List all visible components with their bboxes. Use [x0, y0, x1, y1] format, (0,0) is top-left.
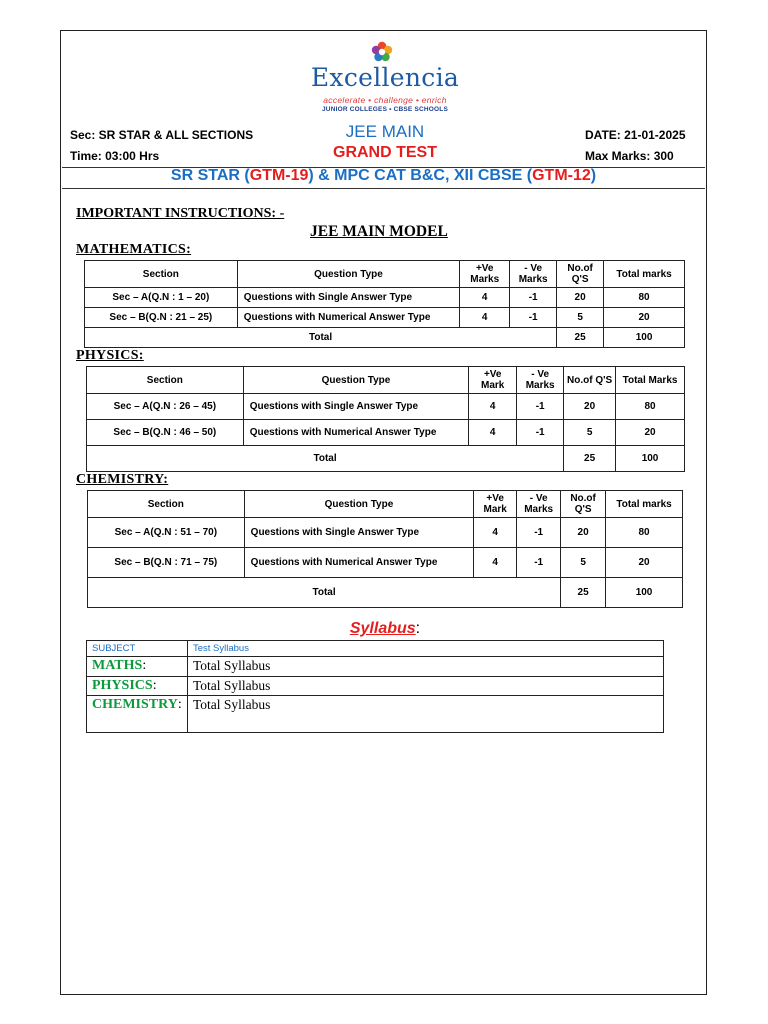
header-cell: Section — [85, 261, 238, 288]
table-cell: Questions with Single Answer Type — [243, 394, 469, 420]
section-label: Sec: SR STAR & ALL SECTIONS — [70, 128, 254, 142]
table-cell: Questions with Numerical Answer Type — [244, 548, 474, 578]
table-cell: -1 — [517, 548, 561, 578]
total-label: Total — [88, 578, 561, 608]
table-cell: 4 — [469, 394, 517, 420]
header-cell: +Ve Marks — [460, 261, 510, 288]
table-row — [87, 420, 685, 446]
table-total-row — [88, 578, 683, 608]
table-cell: 20 — [564, 394, 616, 420]
header-cell: Question Type — [243, 367, 469, 394]
table-cell: 20 — [616, 420, 685, 446]
table-cell: 4 — [474, 518, 517, 548]
chemistry-marks-table — [87, 490, 683, 608]
model-heading: JEE MAIN MODEL — [310, 223, 448, 240]
table-cell: 4 — [460, 308, 510, 328]
table-cell: 5 — [557, 308, 604, 328]
table-row — [85, 288, 685, 308]
header-cell: +Ve Mark — [474, 491, 517, 518]
table-cell: 5 — [561, 548, 606, 578]
table-cell: Sec – B(Q.N : 46 – 50) — [87, 420, 244, 446]
syllabus-table — [86, 640, 664, 733]
syllabus-column-header: Test Syllabus — [187, 641, 663, 657]
table-header-row — [87, 367, 685, 394]
header-cell: Section — [88, 491, 245, 518]
max-marks-label: Max Marks: 300 — [585, 149, 674, 163]
excellencia-logo — [300, 40, 470, 118]
table-cell: -1 — [510, 288, 557, 308]
table-row — [88, 518, 683, 548]
logo-tagline: accelerate • challenge • enrich — [323, 95, 447, 105]
syllabus-cell: Total Syllabus — [187, 677, 663, 696]
instructions-heading: IMPORTANT INSTRUCTIONS: - — [76, 206, 285, 221]
table-cell: 4 — [469, 420, 517, 446]
header-cell: Total Marks — [616, 367, 685, 394]
table-cell: Questions with Single Answer Type — [237, 288, 460, 308]
table-cell: -1 — [517, 420, 564, 446]
date-label: DATE: 21-01-2025 — [585, 128, 686, 142]
table-cell: 80 — [616, 394, 685, 420]
table-cell: 80 — [604, 288, 685, 308]
batch-banner: SR STAR (GTM-19) & MPC CAT B&C, XII CBSE (GTM-12) — [170, 167, 597, 184]
table-cell: 4 — [474, 548, 517, 578]
total-marks: 100 — [606, 578, 683, 608]
header-cell: - Ve Marks — [517, 367, 564, 394]
table-header-row — [85, 261, 685, 288]
table-header-row — [88, 491, 683, 518]
total-questions: 25 — [564, 446, 616, 472]
table-cell: Questions with Numerical Answer Type — [243, 420, 469, 446]
header-cell: Question Type — [244, 491, 474, 518]
maths-heading: MATHEMATICS: — [76, 242, 192, 257]
header-cell: Total marks — [604, 261, 685, 288]
syllabus-row — [87, 696, 664, 733]
table-cell: Questions with Single Answer Type — [244, 518, 474, 548]
time-label: Time: 03:00 Hrs — [70, 149, 160, 163]
header-divider-bottom — [62, 188, 705, 189]
syllabus-row — [87, 657, 664, 677]
syllabus-cell: Total Syllabus — [187, 696, 663, 733]
logo-subline: JUNIOR COLLEGES • CBSE SCHOOLS — [321, 106, 448, 113]
table-cell: 5 — [564, 420, 616, 446]
subject-cell: MATHS: — [87, 657, 188, 677]
table-total-row — [87, 446, 685, 472]
table-cell: Sec – B(Q.N : 71 – 75) — [88, 548, 245, 578]
header-cell: Total marks — [606, 491, 683, 518]
physics-marks-table — [86, 366, 685, 472]
syllabus-row — [87, 677, 664, 696]
logo-wordmark: Excellencia — [310, 63, 460, 92]
header-cell: Section — [87, 367, 244, 394]
total-questions: 25 — [561, 578, 606, 608]
table-cell: Sec – A(Q.N : 51 – 70) — [88, 518, 245, 548]
maths-marks-table — [84, 260, 685, 348]
total-label: Total — [85, 328, 557, 348]
syllabus-header-row — [87, 641, 664, 657]
table-total-row — [85, 328, 685, 348]
table-cell: 20 — [604, 308, 685, 328]
table-cell: Questions with Numerical Answer Type — [237, 308, 460, 328]
table-cell: 20 — [561, 518, 606, 548]
total-label: Total — [87, 446, 564, 472]
table-cell: -1 — [510, 308, 557, 328]
header-cell: - Ve Marks — [517, 491, 561, 518]
subject-cell: CHEMISTRY: — [87, 696, 188, 733]
flower-logo-icon — [370, 40, 394, 64]
chemistry-heading: CHEMISTRY: — [76, 472, 169, 487]
header-cell: No.of Q'S — [557, 261, 604, 288]
total-marks: 100 — [604, 328, 685, 348]
total-marks: 100 — [616, 446, 685, 472]
table-cell: 80 — [606, 518, 683, 548]
table-cell: 20 — [557, 288, 604, 308]
table-row — [88, 548, 683, 578]
table-cell: 20 — [606, 548, 683, 578]
header-cell: Question Type — [237, 261, 460, 288]
header-cell: No.of Q'S — [561, 491, 606, 518]
exam-subtitle: GRAND TEST — [333, 144, 437, 161]
syllabus-title: Syllabus: — [349, 620, 421, 637]
table-cell: Sec – A(Q.N : 1 – 20) — [85, 288, 238, 308]
header-cell: - Ve Marks — [510, 261, 557, 288]
table-cell: Sec – B(Q.N : 21 – 25) — [85, 308, 238, 328]
exam-title: JEE MAIN — [345, 122, 425, 141]
table-row — [87, 394, 685, 420]
table-cell: -1 — [517, 394, 564, 420]
header-cell: +Ve Mark — [469, 367, 517, 394]
table-cell: -1 — [517, 518, 561, 548]
subject-cell: PHYSICS: — [87, 677, 188, 696]
header-cell: No.of Q'S — [564, 367, 616, 394]
physics-heading: PHYSICS: — [76, 348, 144, 363]
syllabus-cell: Total Syllabus — [187, 657, 663, 677]
table-cell: Sec – A(Q.N : 26 – 45) — [87, 394, 244, 420]
subject-column-header: SUBJECT — [87, 641, 188, 657]
table-cell: 4 — [460, 288, 510, 308]
total-questions: 25 — [557, 328, 604, 348]
table-row — [85, 308, 685, 328]
